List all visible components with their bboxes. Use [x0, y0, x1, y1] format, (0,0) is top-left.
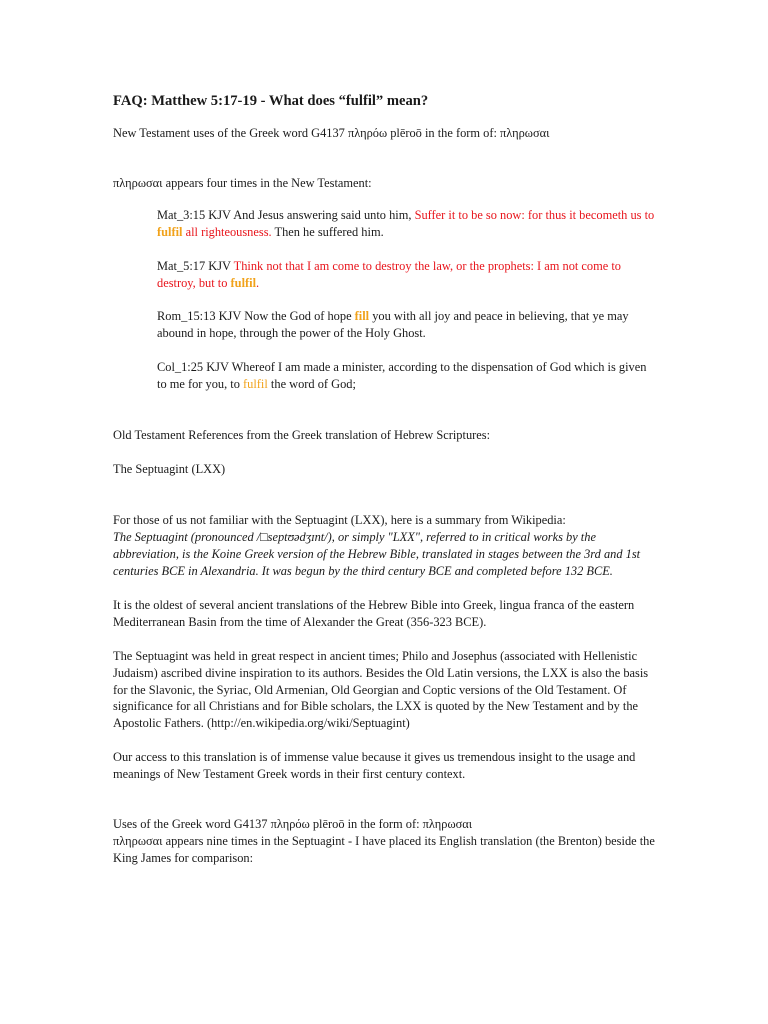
page-title: FAQ: Matthew 5:17-19 - What does “fulfil” mean?: [113, 93, 429, 109]
verse-quote-red-end: .: [256, 275, 260, 290]
septuagint-count-paragraph: πληρωσαι appears nine times in the Septuagint - I have placed its English translation (the Brenton) beside the King James for comparison:: [113, 834, 655, 865]
verse-tail: Then he suffered him.: [271, 224, 384, 239]
verse-highlight: fulfil: [243, 376, 268, 391]
verse-col-1-25: [157, 359, 657, 393]
access-value-paragraph: Our access to this translation is of immense value because it gives us tremendous insight to the usage and meanings of New Testament Greek words in their first century context.: [113, 750, 636, 781]
uses-greek-word-line: Uses of the Greek word G4137 πληρόω plēroō in the form of: πληρωσαι: [113, 817, 473, 831]
intro-paragraph: New Testament uses of the Greek word G4137 πληρόω plēroō in the form of: πληρωσαι: [113, 126, 550, 140]
great-respect-paragraph: The Septuagint was held in great respect in ancient times; Philo and Josephus (associated with Hellenistic Judaism) ascribed divine inspiration to its authors. Besides the Old Latin versions, the LXX is also the basis for the Slavonic, the Syriac, Old Armenian, Old Georgian and Coptic versions of the Old Testament. Of significance for all Christians and for Bible scholars, the LXX is quoted by the New Testament and by the Apostolic Fathers. (http://en.wikipedia.org/wiki/Septuagint): [113, 649, 649, 731]
verse-mat-5-17: [157, 258, 657, 292]
verse-highlight: fulfil: [230, 275, 257, 290]
verse-ref: Col_1:25 KJV Whereof I am made a minister, according to the dispensation of God which is given to me for you, to: [157, 360, 647, 391]
verse-quote-red: Think not that I am come to destroy the law, or the prophets: I am not come to destroy, but to: [157, 259, 621, 290]
verse-ref: Mat_3:15 KJV And Jesus answering said unto him,: [157, 208, 415, 222]
nt-count-paragraph: πληρωσαι appears four times in the New Testament:: [113, 176, 372, 190]
verse-ref: Mat_5:17 KJV: [157, 259, 234, 273]
verse-rom-15-13: [157, 308, 657, 342]
verse-highlight: fulfil: [157, 224, 183, 239]
lxx-heading: The Septuagint (LXX): [113, 462, 226, 476]
ot-heading: Old Testament References from the Greek translation of Hebrew Scriptures:: [113, 428, 491, 442]
verse-mat-3-15: [157, 207, 657, 241]
wikipedia-summary-quote: The Septuagint (pronounced /□septʊədʒɪnt/), or simply "LXX", referred to in critical works by the abbreviation, is the Koine Greek version of the Hebrew Bible, translated in stages between the 3rd and 1st centuries BCE in Alexandria. It was begun by the third century BCE and completed before 132 BCE.: [113, 530, 641, 578]
verse-ref: Rom_15:13 KJV Now the God of hope: [157, 309, 355, 323]
verse-tail: the word of God;: [267, 376, 356, 391]
verse-tail: you with all joy and peace in believing, that ye may abound in hope, through the power of the Holy Ghost.: [157, 309, 629, 340]
verse-quote-red-end: all righteousness.: [182, 224, 272, 239]
verse-quote-red: Suffer it to be so now: for thus it becometh us to: [414, 208, 655, 222]
verse-highlight: fill: [354, 309, 370, 323]
summary-intro: For those of us not familiar with the Septuagint (LXX), here is a summary from Wikipedia:: [113, 513, 566, 527]
oldest-translation-paragraph: It is the oldest of several ancient translations of the Hebrew Bible into Greek, lingua franca of the eastern Mediterranean Basin from the time of Alexander the Great (356-323 BCE).: [113, 598, 635, 629]
